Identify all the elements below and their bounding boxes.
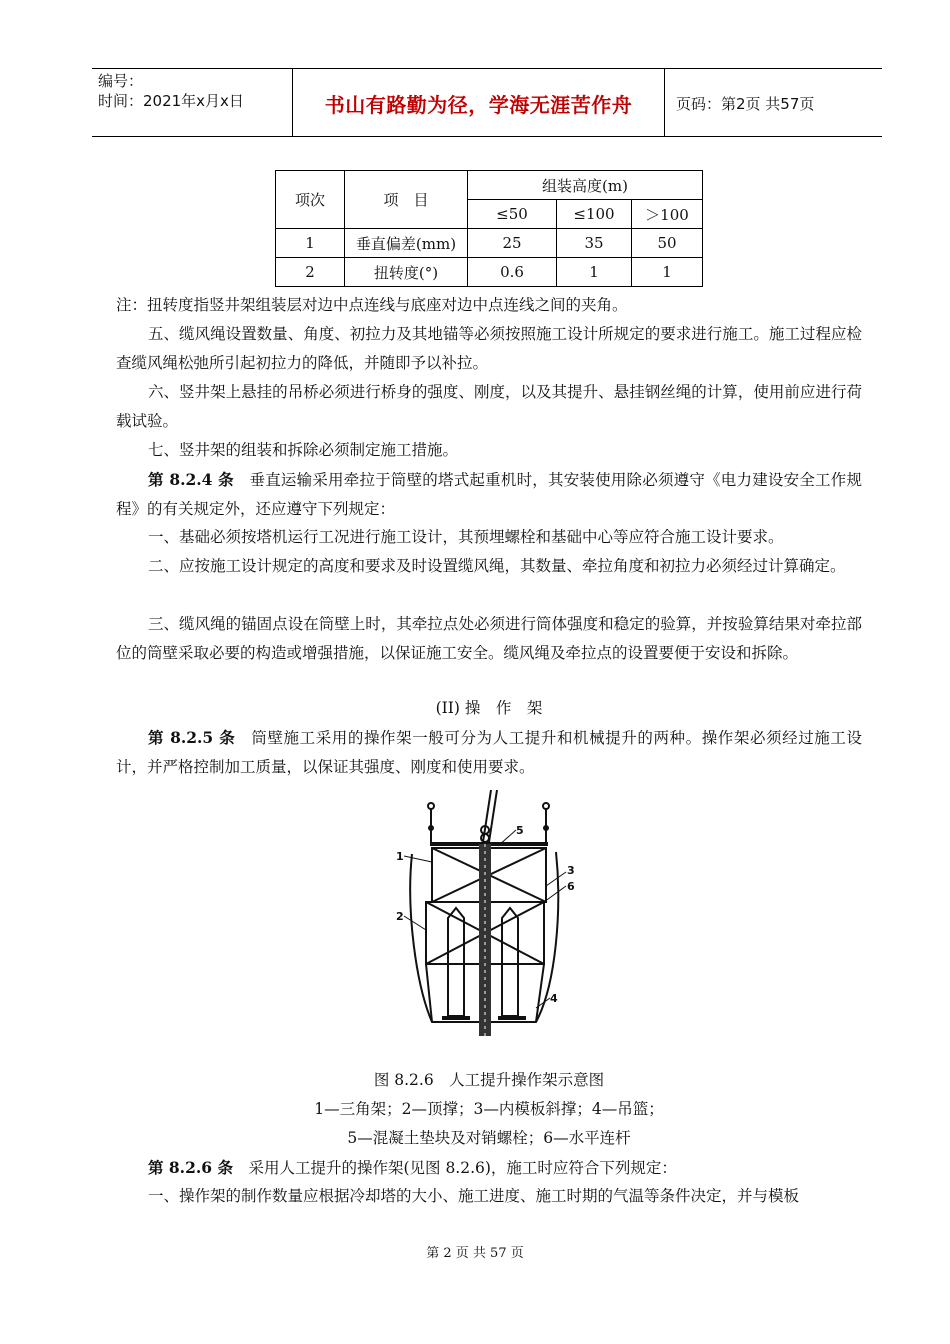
figure-legend-line-1: 1—三角架；2—顶撑；3—内模板斜撑；4—吊篮； [314, 1100, 664, 1118]
article-8-2-4-item-1: 一、基础必须按塔机运行工况进行施工设计，其预埋螺栓和基础中心等应符合施工设计要求。 [148, 528, 784, 546]
header-motto: 书山有路勤为径，学海无涯苦作舟 [324, 93, 633, 117]
table-header-index: 项次 [276, 171, 345, 229]
figure-label-5: 5 [516, 824, 524, 837]
table-cell: 35 [557, 229, 632, 258]
figure-label-6: 6 [567, 880, 575, 893]
figure-label-4: 4 [550, 992, 558, 1005]
figure-caption: 图 8.2.6 人工提升操作架示意图 [373, 1071, 605, 1089]
article-text: 垂直运输采用牵拉于筒壁的塔式起重机时，其安装使用除必须遵守《电力建设安全工作规程》的有关规定外，还应遵守下列规定： [116, 471, 862, 518]
figure-legend-line-2: 5—混凝土垫块及对销螺栓；6—水平连杆 [347, 1129, 631, 1147]
table-cell: 0.6 [468, 258, 557, 287]
page-footer: 第 2 页 共 57 页 [426, 1246, 524, 1261]
page-header [92, 68, 882, 137]
article-label: 第 8.2.6 条 [148, 1158, 233, 1177]
article-text: 采用人工提升的操作架(见图 8.2.6)，施工时应符合下列规定： [248, 1159, 677, 1177]
article-8-2-4-item-2: 二、应按施工设计规定的高度和要求及时设置缆风绳，其数量、牵拉角度和初拉力必须经过计算确定。 [148, 557, 846, 575]
table-cell: 1 [557, 258, 632, 287]
header-divider [664, 69, 665, 136]
header-meta [98, 71, 244, 111]
article-label: 第 8.2.4 条 [148, 470, 234, 489]
section-title: (II) 操 作 架 [435, 699, 543, 717]
table-cell: 1 [276, 229, 345, 258]
table-cell: 2 [276, 258, 345, 287]
paragraph-item-7: 七、竖井架的组装和拆除必须制定施工措施。 [148, 441, 459, 459]
figure-label-2: 2 [396, 910, 404, 923]
paragraph-item-5: 五、缆风绳设置数量、角度、初拉力及其地锚等必须按照施工设计所规定的要求进行施工。施工过程应检查缆风绳松弛所引起初拉力的降低，并随即予以补拉。 [116, 325, 862, 372]
header-page-info: 页码：第2页 共57页 [676, 95, 815, 113]
table-note: 注：扭转度指竖井架组装层对边中点连线与底座对边中点连线之间的夹角。 [116, 296, 628, 314]
operation-frame-diagram [390, 790, 580, 1050]
article-8-2-6 [116, 1153, 862, 1183]
article-8-2-4-item-3: 三、缆风绳的锚固点设在筒壁上时，其牵拉点处必须进行筒体强度和稳定的验算，并按验算结果对牵拉部位的筒壁采取必要的构造或增强措施，以保证施工安全。缆风绳及牵拉点的设置要便于安设和拆除。 [116, 615, 862, 662]
article-8-2-6-item-1: 一、操作架的制作数量应根据冷却塔的大小、施工进度、施工时期的气温等条件决定，并与模板 [148, 1187, 800, 1205]
article-label: 第 8.2.5 条 [148, 728, 236, 747]
table-cell: 垂直偏差(mm) [345, 229, 468, 258]
table-subheader: ≤100 [557, 200, 632, 229]
article-text: 筒壁施工采用的操作架一般可分为人工提升和机械提升的两种。操作架必须经过施工设计，并严格控制加工质量，以保证其强度、刚度和使用要求。 [116, 729, 862, 776]
table-cell: 扭转度(°) [345, 258, 468, 287]
table-cell: 1 [632, 258, 703, 287]
paragraph-item-6: 六、竖井架上悬挂的吊桥必须进行桥身的强度、刚度，以及其提升、悬挂钢丝绳的计算，使用前应进行荷载试验。 [116, 383, 862, 430]
table-row [276, 229, 703, 258]
figure-label-3: 3 [567, 864, 575, 877]
article-8-2-5 [116, 723, 862, 782]
header-time-label: 时间：2021年x月x日 [98, 92, 244, 110]
tolerance-table [275, 170, 703, 287]
table-header-group: 组装高度(m) [468, 171, 703, 200]
table-cell: 50 [632, 229, 703, 258]
table-row [276, 258, 703, 287]
table-subheader: ＞100 [632, 200, 703, 229]
table-subheader: ≤50 [468, 200, 557, 229]
figure-label-1: 1 [396, 850, 404, 863]
article-8-2-4 [116, 465, 862, 524]
table-cell: 25 [468, 229, 557, 258]
table-header-item: 项 目 [345, 171, 468, 229]
header-number-label: 编号： [98, 72, 144, 90]
